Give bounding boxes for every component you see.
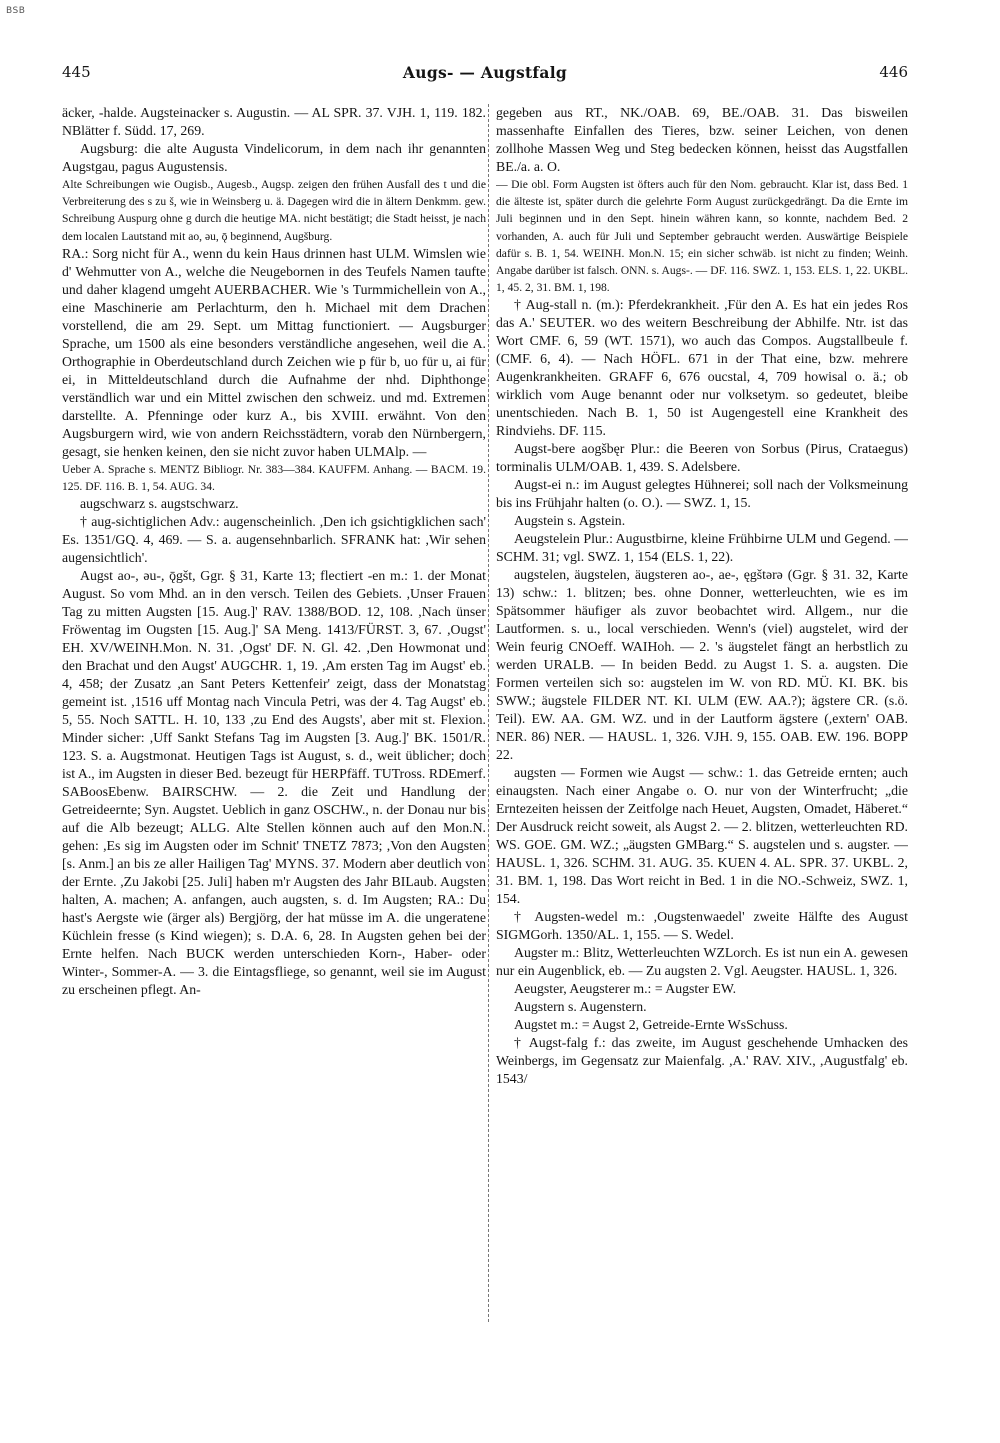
column-divider (488, 104, 489, 1322)
library-stamp: BSB (6, 6, 26, 16)
dictionary-entry-paragraph: augschwarz s. augstschwarz. (80, 496, 239, 512)
dictionary-entry-paragraph: Augst ao-, əu-, ǭgšt, Ggr. § 31, Karte 13; flectiert -en m.: 1. der Monat August. So vom Mhd. an in den versch. Teilen des Gebiets. ,Unser Frauen Tag zu mitten Augsten [15. Aug.]' RAV. 1388/BOD. 12, 108. ,Nach ünser Fröwentag im Ougsten [15. Aug.]' SA Meng. 1413/FÜRST. 3, 67. ,Ougst' EH. XV/WEINH.Mon. N. 31. ,Ogst' DF. N. Gl. 42. ,Den Howmonat und den Brachat und den Augst' AUGCHR. 1, 19. ,Am ersten Tag im Augst' eb. 4, 458; der Zusatz ,an Sant Peters Kettenfeir' zeigt, dass der Monatstag gemeint ist. ,1516 uff Montag nach Vincula Petri, was der 4. Tag Augst' eb. 5, 55. Noch SATTL. H. 10, 133 ,zu End des Augsts', aber mit st. Flexion. Minder sicher: ,Uff Sankt Stefans Tag im Augsten [3. Aug.]' BK. 1501/R. 123. S. a. Augstmonat. Heutigen Tags ist August, s. d., weit üblicher; doch ist A., im Augsten in dieser Bed. bezeugt für HERPfäff. TUTross. RDEmerf. SABoosEbenw. BAIRSCHW. — 2. die Zeit und Handlung der Getreideernte; Syn. Augstet. Ueblich in ganz OSCHW., n. der Donau nur bis auf die Alb bezeugt; ALLG. Alte Stellen können auch auf den Mon.N. gehen: ,Es sig im Augsten oder im Schnit' TNETZ 7873; ,Von den Augsten [s. Anm.] an bis ze aller Hailigen Tag' MYNS. 37. Modern aber deutlich von der Ernte. ,Zu Jakobi [25. Juli] haben m'r Augsten des Jahr BILaub. Augsten halten, A. machen; A. anfangen, auch augsten, s. d. Im Augsten; RA.: Du hast's Aergste wie (ärger als) Bergjörg, der hat müsse im A. die ungeratene Küchlein fresse (s Kind wiegen); s. D.A. 6, 28. In Augsten gehen bei der Ernte helfen. Nach BUCK werden unterschieden Korn-, Haber- oder Winter-, Sommer-A. — 3. die Eintagsfliege, so genannt, weil sie im August zu erscheinen pflegt. An- (62, 568, 486, 998)
dictionary-entry-paragraph: Aeugstelein Plur.: Augustbirne, kleine Frühbirne ULM und Gegend. — SCHM. 31; vgl. SWZ. 1, 154 (ELS. 1, 22). (496, 531, 908, 565)
dictionary-entry-paragraph: RA.: Sorg nicht für A., wenn du kein Haus drinnen hast ULM. Wimslen wie d' Wehmutter von A., welche die Neugebornen in des Teufels Namen taufte und daher klagend umgeht AUERBACHER. Wie 's Turmmichellein von A., eine Maschinerie am Perlachturm, den h. Michael mit dem Drachen vorstellend, die am 29. Sept. um Mittag functioniert. — Augsburger Sprache, um 1500 als eine besonders verständliche angesehen, weil die A. Orthographie in Oberdeutschland durch Zeichen wie p für b, uo für u, ai für ei, in Mitteldeutschland durch die Aufnahme der nhd. Diphthonge verständlich war und ein Mittel zwischen den schweiz. und md. Extremen darstellte. A. Pfenninge oder kurz A., bis XVIII. erwähnt. Von den Augsburgern wird, wie von andern Reichsstädtern, vorab den Nürnbergern, gesagt, sie henken keinen, den sie nicht zuvor haben ULMAlp. — (62, 245, 486, 459)
dictionary-entry-paragraph: Augsburg: die alte Augusta Vindelicorum, in dem nach ihr genannten Augstgau, pagus Augustensis. (62, 141, 486, 174)
page-header (62, 63, 908, 87)
dictionary-entry-paragraph: † Augst-falg f.: das zweite, im August geschehende Umhacken des Weinbergs, im Gegensatz zur Maienfalg. ,A.' RAV. XIV., ,Augustfalg' eb. 1543/ (496, 1035, 908, 1087)
page-number-right: 446 (879, 63, 908, 81)
dictionary-entry-paragraph: Augstern s. Augenstern. (514, 999, 647, 1015)
page-number-left: 445 (62, 63, 91, 81)
dictionary-entry-paragraph: † Augsten-wedel m.: ,Ougstenwaedel' zweite Hälfte des August SIGMGorh. 1350/AL. 1, 155. — S. Wedel. (496, 909, 908, 943)
dictionary-entry-paragraph: Augstet m.: = Augst 2, Getreide-Ernte WsSchuss. (514, 1017, 788, 1033)
dictionary-entry-paragraph: Augster m.: Blitz, Wetterleuchten WZLorch. Es ist nun ein A. gewesen nur ein Augenblick, eb. — Zu augsten 2. Vgl. Aeugster. HAUSL. 1, 326. (496, 945, 908, 979)
dictionary-entry-paragraph: Augstein s. Agstein. (514, 513, 626, 529)
left-column (62, 104, 486, 1322)
dictionary-entry-paragraph: Ueber A. Sprache s. MENTZ Bibliogr. Nr. 383—384. KAUFFM. Anhang. — BACM. 19. 125. DF. 116. B. 1, 54. AUG. 34. (62, 462, 486, 494)
dictionary-entry-paragraph: † Aug-stall n. (m.): Pferdekrankheit. ,Für den A. Es hat ein jedes Ros das A.' SEUTER. wo des weitern Beschreibung der Abhilfe. Ntr. ist das Wort CMF. 6, 59 (WT. 1571), wo auch das Compos. Augstallbeule f. (CMF. 6, 4). — Nach HÖFL. 671 in der That eine, bzw. mehrere Augenkrankheiten. GRAFF 6, 676 oucstal, 4, 709 howisal o. ä.; ob wirklich vom Auge benannt oder nur volksetym. so gedeutet, bleibe unentschieden. Nach B. 1, 50 ist Augengestell eine Krankheit des Rindviehs. DF. 115. (496, 297, 908, 439)
dictionary-entry-paragraph: äcker, -halde. Augsteinacker s. Augustin. — AL SPR. 37. VJH. 1, 119. 182. NBlätter f. Südd. 17, 269. (62, 105, 486, 138)
dictionary-entry-paragraph: — Die obl. Form Augsten ist öfters auch für den Nom. gebraucht. Klar ist, dass Bed. 1 die älteste ist, später durch die gelehrte Form August zurückgedrängt. Da die Ernte im Juli beginnen und in den Sept. hinein währen kann, so konnte, nachdem Bed. 2 vorhanden, A. auch für Juli und September gebraucht werden. Auswärtige Beispiele dafür s. B. 1, 54. WEINH. Mon.N. 15; ein sicher schwäb. ist nicht zu finden; Weinh. Angabe darüber ist falsch. ONN. s. Augs-. — DF. 116. SWZ. 1, 153. ELS. 1, 22. UKBL. 1, 45. 2, 31. BM. 1, 198. (496, 178, 908, 295)
dictionary-entry-paragraph: augstelen, äugstelen, äugsteren ao-, ae-, ęgštərə (Ggr. § 31. 32, Karte 13) schw.: 1. blitzen; bes. ohne Donner, wetterleuchten, wie es im Spätsommer häufiger als zuvor beobachtet wird. Allgem., nur die Lautformen. s. u., local verschieden. Wenn's (viel) augstelet, wird der Wein feurig CNOeff. WAIHoh. — 2. 's äugstelet fängt an herbstlich zu werden URALB. — In beiden Bedd. zu Augst 1. S. a. augsten. Die Formen verteilen sich so: augstelen im W. von RD. MÜ. KI. BK. bis SWW.; äugstele FILDER NT. KI. ULM (EW. AA.?); ägstere CR. (s.ö. Teil). EW. AA. GM. WZ. und in der Lautform ägstere (,extern' OAB. NER. 86) NER. — HAUSL. 1, 326. VJH. 9, 155. OAB. EW. 196. BOPP 22. (496, 567, 908, 763)
dictionary-entry-paragraph: Augst-bere aogšbęr Plur.: die Beeren von Sorbus (Pirus, Crataegus) torminalis ULM/OAB. 1, 439. S. Adelsbere. (496, 441, 908, 475)
right-column (496, 104, 908, 1322)
dictionary-entry-paragraph: Augst-ei n.: im August gelegtes Hühnerei; soll nach der Volksmeinung bis ins Frühjahr halten (o. O.). — SWZ. 1, 15. (496, 477, 908, 511)
dictionary-entry-paragraph: † aug-sichtiglichen Adv.: augenscheinlich. ,Den ich gsichtigklichen sach' Es. 1351/GQ. 4, 469. — S. a. augensehnbarlich. SFRANK hat: ,Wir sehen augensichtlich'. (62, 514, 486, 566)
dictionary-entry-paragraph: augsten — Formen wie Augst — schw.: 1. das Getreide ernten; auch einaugsten. Nach einer Angabe o. O. nur von der Winterfrucht; „die Erntezeiten heissen der Zeitfolge nach Heuet, Augsten, Omadet, Häberet.“ Der Ausdruck reicht soweit, als Augst 2. — 2. blitzen, wetterleuchten RD. WS. GOE. GM. WZ.; „äugsten GMBarg.“ S. augstelen und s. augster. — HAUSL. 1, 326. SCHM. 31. AUG. 35. KUEN 4. AL. SPR. 37. UKBL. 2, 31. BM. 1, 198. Das Wort reicht in Bed. 1 in die NO.-Schweiz, SWZ. 1, 154. (496, 765, 908, 907)
running-title: Augs- — Augstfalg (402, 63, 568, 82)
dictionary-entry-paragraph: Alte Schreibungen wie Ougisb., Augesb., Augsp. zeigen den frühen Ausfall des t und die Verbreiterung des s zu š, wie in Weinsberg u. ä. Dagegen wird die in ältern Denkmm. gew. Schreibung Auspurg ohne g durch die heutige MA. nicht bestätigt; die Stadt heisst, je nach dem localen Lautstand mit ao, əu, ǭ beginnend, Augšburg. (62, 178, 486, 243)
dictionary-entry-paragraph: gegeben aus RT., NK./OAB. 69, BE./OAB. 31. Das bisweilen massenhafte Einfallen des Tieres, bzw. seiner Leichen, von denen zollhohe Massen Weg und Steg bedecken können, heisst das Augstfallen BE./a. a. O. (496, 105, 908, 174)
dictionary-entry-paragraph: Aeugster, Aeugsterer m.: = Augster EW. (514, 981, 737, 997)
